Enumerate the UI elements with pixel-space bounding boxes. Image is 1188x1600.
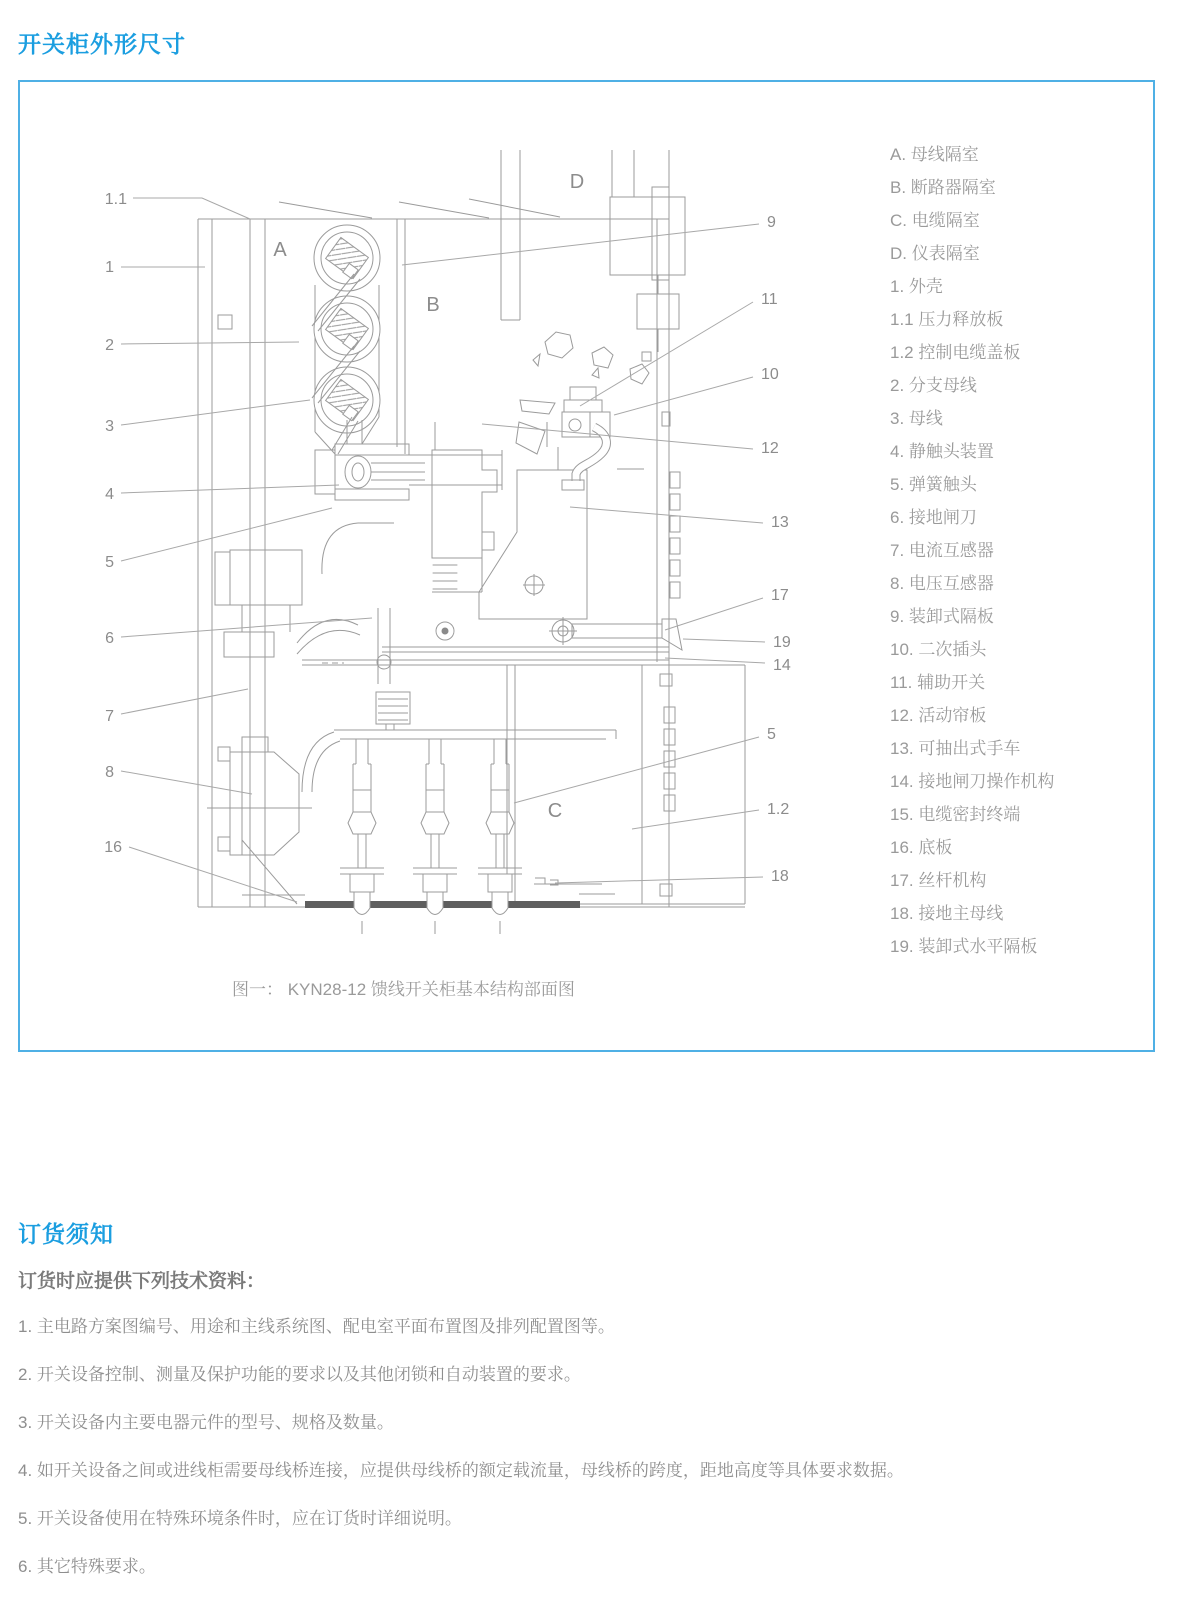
callout-label: 7: [105, 708, 114, 725]
callout-label: 2: [105, 337, 114, 354]
cable-terminals: [340, 739, 522, 934]
right-wall-details: [218, 315, 680, 811]
callout-label: 1: [105, 259, 114, 276]
callout-leader: [482, 424, 753, 449]
legend-item: 10. 二次插头: [890, 640, 987, 659]
legend-item: 6. 接地闸刀: [890, 508, 977, 527]
legend-item: 11. 辅助开关: [890, 673, 986, 692]
legend-item: 14. 接地闸刀操作机构: [890, 772, 1055, 791]
callout-label: 19: [773, 634, 791, 651]
legend-item: 1.1 压力释放板: [890, 310, 1004, 329]
legend-item: 9. 装卸式隔板: [890, 607, 994, 626]
compartment-letter: C: [547, 800, 563, 822]
earthing-switch: [297, 608, 410, 730]
callout-leader: [514, 737, 759, 803]
callout-label: 14: [773, 657, 791, 674]
callout-leader: [121, 400, 310, 425]
callout-label: 16: [104, 839, 122, 856]
callout-leader: [632, 810, 759, 829]
callout-label: 6: [105, 630, 114, 647]
section-title-ordering: 订货须知: [18, 1221, 114, 1247]
legend-list: [890, 138, 1152, 963]
legend-item: 3. 母线: [890, 409, 943, 428]
callout-label: 4: [105, 486, 114, 503]
legend-item: 18. 接地主母线: [890, 904, 1004, 923]
callout-leader: [402, 224, 759, 265]
legend-item: 5. 弹簧触头: [890, 475, 977, 494]
callout-label: 9: [767, 214, 776, 231]
legend-item: C. 电缆隔室: [890, 211, 980, 230]
figure-panel: [18, 80, 1155, 1052]
callout-leader: [665, 598, 763, 630]
legend-item: 15. 电缆密封终端: [890, 805, 1021, 824]
callout-label: 10: [761, 366, 779, 383]
callout-leader: [121, 485, 339, 493]
legend-item: 19. 装卸式水平隔板: [890, 937, 1038, 956]
ordering-item: 6. 其它特殊要求。: [18, 1557, 156, 1576]
callout-leader: [580, 302, 753, 406]
callout-leader: [121, 508, 332, 561]
callout-leader: [570, 507, 763, 523]
legend-item: 16. 底板: [890, 838, 953, 857]
callout-label: 17: [771, 587, 789, 604]
callout-layer: [104, 191, 791, 902]
legend-item: 1.2 控制电缆盖板: [890, 343, 1021, 362]
busbar-bushings: [312, 225, 380, 454]
legend-item: 4. 静触头装置: [890, 442, 994, 461]
callout-leader: [614, 377, 753, 415]
callout-label: 8: [105, 764, 114, 781]
ordering-heading: 订货时应提供下列技术资料：: [18, 1271, 266, 1292]
callout-leader: [121, 342, 299, 344]
compartment-letter: B: [426, 294, 440, 316]
compartment-letter: A: [273, 239, 287, 261]
compartment-letter: D: [569, 171, 585, 193]
ordering-list: [18, 1312, 1178, 1600]
cabinet-line-art: [198, 150, 745, 934]
callout-leader: [665, 658, 765, 663]
callout-label: 18: [771, 868, 789, 885]
ordering-item: 5. 开关设备使用在特殊环境条件时，应在订货时详细说明。: [18, 1509, 462, 1528]
callout-leader: [133, 198, 250, 219]
ordering-item: 4. 如开关设备之间或进线柜需要母线桥连接，应提供母线桥的额定载流量，母线桥的跨度，距地高度等具体要求数据。: [18, 1461, 904, 1480]
callout-label: 1.1: [104, 191, 127, 208]
legend-item: 2. 分支母线: [890, 376, 977, 395]
callout-leader: [121, 771, 252, 794]
ordering-item: 1. 主电路方案图编号、用途和主线系统图、配电室平面布置图及排列配置图等。: [18, 1317, 615, 1336]
legend-item: 12. 活动帘板: [890, 706, 987, 725]
callout-label: 1.2: [767, 801, 790, 818]
figure-caption: 图一： KYN28-12 馈线开关柜基本结构部面图: [232, 980, 575, 999]
callout-label: 5: [767, 726, 776, 743]
legend-item: D. 仪表隔室: [890, 244, 980, 263]
legend-item: 8. 电压互感器: [890, 574, 994, 593]
legend-item: 13. 可抽出式手车: [890, 739, 1021, 758]
legend-item: 7. 电流互感器: [890, 541, 994, 560]
legend-item: A. 母线隔室: [890, 145, 979, 164]
callout-label: 3: [105, 418, 114, 435]
callout-label: 11: [761, 291, 778, 308]
ordering-item: 3. 开关设备内主要电器元件的型号、规格及数量。: [18, 1413, 394, 1432]
legend-item: B. 断路器隔室: [890, 178, 996, 197]
ordering-item: 2. 开关设备控制、测量及保护功能的要求以及其他闭锁和自动装置的要求。: [18, 1365, 581, 1384]
callout-label: 5: [105, 554, 114, 571]
callout-leader: [555, 877, 763, 883]
callout-leader: [121, 689, 248, 714]
legend-item: 1. 外壳: [890, 277, 943, 296]
callout-label: 12: [761, 440, 779, 457]
callout-leader: [121, 618, 372, 637]
callout-leader: [683, 639, 765, 642]
section-title-dimensions: 开关柜外形尺寸: [18, 31, 186, 57]
legend-item: 17. 丝杆机构: [890, 871, 987, 890]
callout-label: 13: [771, 514, 789, 531]
